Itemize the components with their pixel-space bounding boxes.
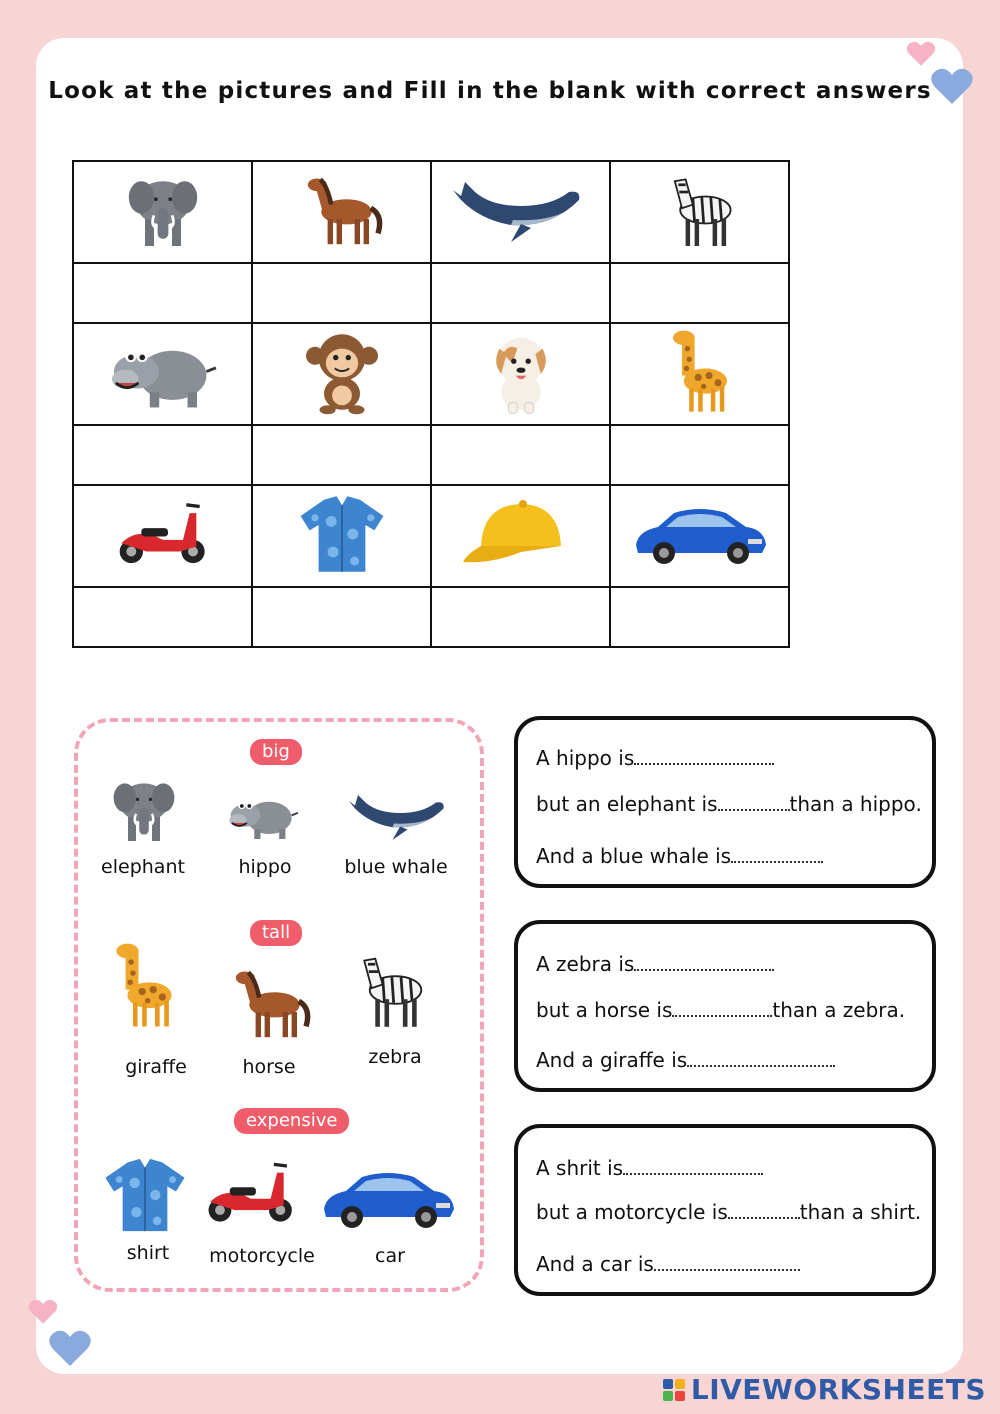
picture-answer-grid xyxy=(72,160,790,648)
car-icon xyxy=(318,1162,458,1234)
sentence-line: And a giraffe is xyxy=(536,1048,835,1072)
word-hippo: hippo xyxy=(238,856,292,878)
sentence-line: but a motorcycle is than a shirt. xyxy=(536,1200,922,1224)
shirt-icon xyxy=(297,489,387,579)
answer-blank[interactable] xyxy=(718,795,790,811)
sentence-box-big xyxy=(514,716,936,888)
word-elephant: elephant xyxy=(101,856,185,878)
answer-blank[interactable] xyxy=(672,1001,772,1017)
motorcycle-icon xyxy=(202,1150,300,1236)
blue-heart-icon xyxy=(48,1328,92,1368)
answer-input[interactable] xyxy=(81,435,245,475)
motorcycle-icon xyxy=(113,494,213,574)
page-title: Look at the pictures and Fill in the blank with correct answers xyxy=(48,78,932,104)
sentence-line: but an elephant is than a hippo. xyxy=(536,792,922,816)
whale-icon xyxy=(342,786,458,846)
adjective-tag-tall: tall xyxy=(250,920,302,946)
word-blue-whale: blue whale xyxy=(344,856,448,878)
sentence-line: A hippo is xyxy=(536,746,774,770)
answer-input[interactable] xyxy=(81,597,245,637)
word-motorcycle: motorcycle xyxy=(209,1245,315,1267)
sentence-line: but a horse is than a zebra. xyxy=(536,998,906,1022)
answer-input[interactable] xyxy=(260,273,424,313)
car-icon xyxy=(630,499,770,569)
answer-input[interactable] xyxy=(439,273,603,313)
answer-input[interactable] xyxy=(439,597,603,637)
answer-blank[interactable] xyxy=(654,1255,800,1271)
horse-icon xyxy=(218,958,322,1048)
pink-heart-icon xyxy=(906,40,936,67)
adjective-tag-big: big xyxy=(250,739,302,765)
horse-icon xyxy=(292,165,392,255)
sentence-box-tall xyxy=(514,920,936,1092)
elephant-icon xyxy=(104,766,184,852)
answer-blank[interactable] xyxy=(623,1159,763,1175)
sentence-line: And a car is xyxy=(536,1252,800,1276)
giraffe-icon xyxy=(655,327,745,417)
answer-input[interactable] xyxy=(618,273,782,313)
cap-icon xyxy=(461,494,581,574)
zebra-icon xyxy=(344,944,436,1036)
adjective-tag-expensive: expensive xyxy=(234,1108,349,1134)
hippo-icon xyxy=(103,330,223,415)
word-shirt: shirt xyxy=(126,1242,170,1264)
answer-blank[interactable] xyxy=(728,1203,800,1219)
zebra-icon xyxy=(655,165,745,255)
hippo-icon xyxy=(218,788,308,844)
sentence-line: And a blue whale is xyxy=(536,844,823,868)
shirt-icon xyxy=(102,1152,188,1238)
answer-blank[interactable] xyxy=(634,955,774,971)
answer-input[interactable] xyxy=(439,435,603,475)
answer-blank[interactable] xyxy=(634,749,774,765)
elephant-icon xyxy=(118,165,208,255)
sentence-line: A zebra is xyxy=(536,952,774,976)
pink-heart-icon xyxy=(28,1298,58,1325)
answer-input[interactable] xyxy=(81,273,245,313)
word-zebra: zebra xyxy=(368,1046,422,1068)
whale-icon xyxy=(446,170,596,250)
answer-blank[interactable] xyxy=(731,847,823,863)
word-car: car xyxy=(375,1245,405,1267)
answer-input[interactable] xyxy=(260,597,424,637)
word-horse: horse xyxy=(242,1056,296,1078)
sentence-box-expensive xyxy=(514,1124,936,1296)
monkey-icon xyxy=(297,327,387,417)
word-giraffe: giraffe xyxy=(125,1056,187,1078)
logo-mark-icon xyxy=(663,1379,685,1401)
dog-icon xyxy=(476,327,566,417)
answer-input[interactable] xyxy=(618,435,782,475)
sentence-line: A shrit is xyxy=(536,1156,763,1180)
giraffe-icon xyxy=(98,926,190,1046)
answer-input[interactable] xyxy=(618,597,782,637)
answer-blank[interactable] xyxy=(687,1051,835,1067)
answer-input[interactable] xyxy=(260,435,424,475)
liveworksheets-logo[interactable]: LIVEWORKSHEETS xyxy=(663,1373,986,1406)
